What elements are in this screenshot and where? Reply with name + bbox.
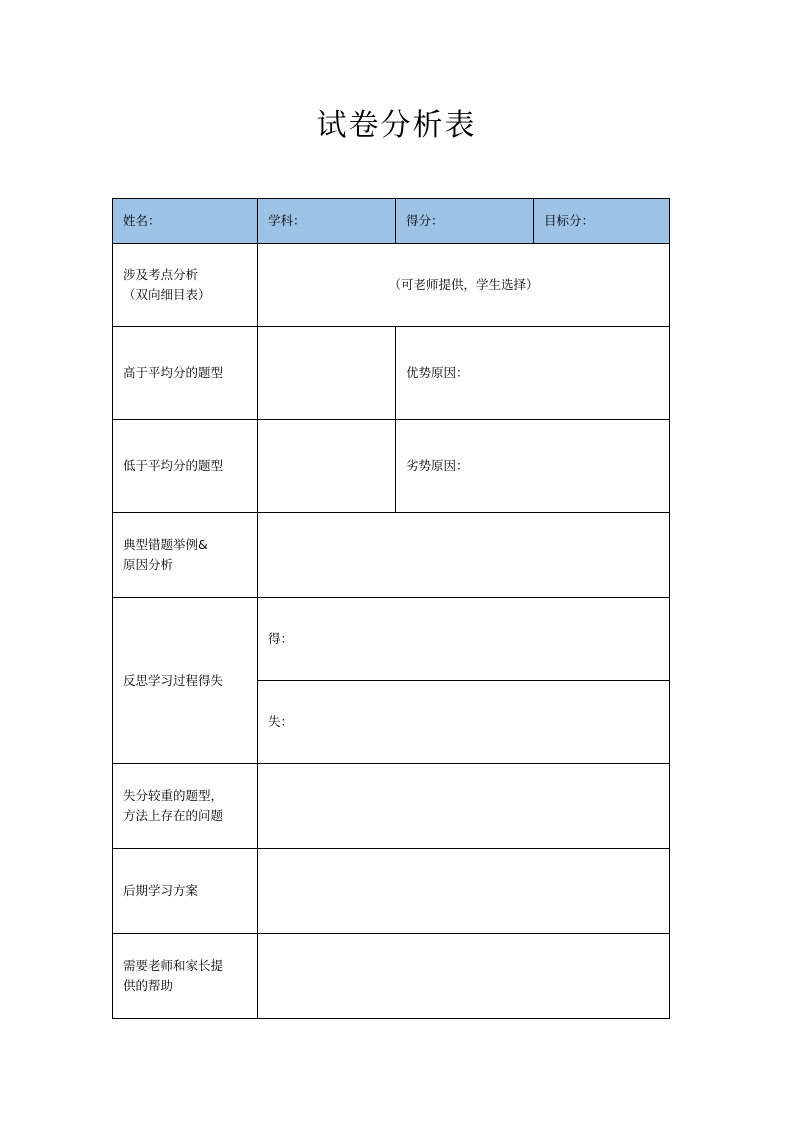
row-label-kaodian-analysis — [113, 244, 258, 327]
header-cell-subject: 学科： — [258, 199, 396, 244]
row-value-needed-help[interactable] — [258, 934, 670, 1019]
row-label-reflection: 反思学习过程得失 — [113, 598, 258, 764]
row-label-typical-mistakes-line1: 典型错题举例& — [123, 537, 208, 552]
row-label-disadvantage-reason[interactable]: 劣势原因： — [396, 420, 670, 513]
row-label-below-average: 低于平均分的题型 — [113, 420, 258, 513]
row-label-needed-help-line2: 供的帮助 — [123, 978, 174, 993]
header-cell-target-score: 目标分： — [534, 199, 670, 244]
row-value-study-plan[interactable] — [258, 849, 670, 934]
row-value-kaodian-note[interactable]: （可老师提供，学生选择） — [258, 244, 670, 327]
row-value-below-average-type[interactable] — [258, 420, 396, 513]
table-row — [113, 420, 670, 513]
row-label-kaodian-line1: 涉及考点分析 — [123, 267, 199, 282]
row-label-kaodian-line2: （双向细目表） — [123, 287, 211, 302]
row-label-above-average: 高于平均分的题型 — [113, 327, 258, 420]
table-row — [113, 513, 670, 598]
header-cell-score: 得分： — [396, 199, 534, 244]
table-row — [113, 244, 670, 327]
page-title: 试卷分析表 — [316, 108, 477, 143]
table-row — [113, 598, 670, 681]
row-label-needed-help — [113, 934, 258, 1019]
row-value-typical-mistakes[interactable] — [258, 513, 670, 598]
table-row — [113, 849, 670, 934]
table-header-row — [113, 199, 670, 244]
row-value-above-average-type[interactable] — [258, 327, 396, 420]
row-label-study-plan: 后期学习方案 — [113, 849, 258, 934]
table-row — [113, 327, 670, 420]
analysis-table-container — [112, 198, 669, 1019]
row-label-typical-mistakes-line2: 原因分析 — [123, 557, 174, 572]
row-label-typical-mistakes — [113, 513, 258, 598]
row-value-reflection-loss[interactable]: 失： — [258, 681, 670, 764]
row-value-heavy-loss-types[interactable] — [258, 764, 670, 849]
header-cell-name: 姓名： — [113, 199, 258, 244]
analysis-table — [112, 198, 670, 1019]
row-label-heavy-loss-line2: 方法上存在的问题 — [123, 808, 224, 823]
row-value-reflection-gain[interactable]: 得： — [258, 598, 670, 681]
row-label-heavy-loss-line1: 失分较重的题型， — [123, 788, 224, 803]
table-row — [113, 934, 670, 1019]
row-label-needed-help-line1: 需要老师和家长提 — [123, 958, 224, 973]
table-row — [113, 764, 670, 849]
row-label-heavy-loss-types — [113, 764, 258, 849]
row-label-advantage-reason[interactable]: 优势原因： — [396, 327, 670, 420]
